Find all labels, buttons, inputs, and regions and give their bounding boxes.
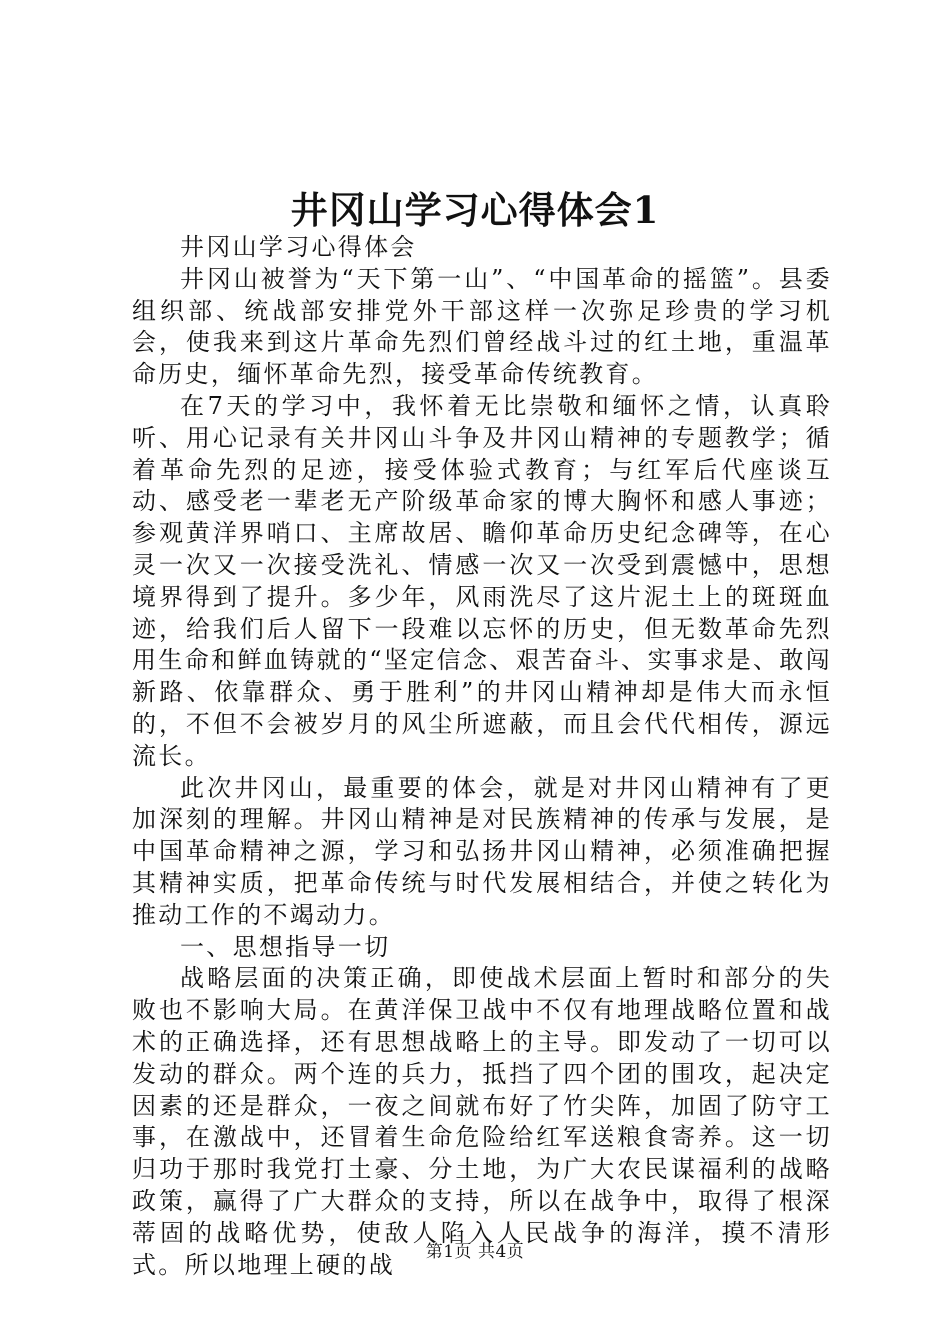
document-title: 井冈山学习心得体会1 [290, 188, 660, 232]
paragraph: 此次井冈山，最重要的体会，就是对井冈山精神有了更加深刻的理解。井冈山精神是对民族精神的传承与发展，是中国革命精神之源，学习和弘扬井冈山精神，必须准确把握其精神实质，把革命传统与时代发展相结合，并使之转化为推动工作的不竭动力。 [132, 773, 832, 929]
paragraph: 战略层面的决策正确，即使战术层面上暂时和部分的失败也不影响大局。在黄洋保卫战中不仅有地理战略位置和战术的正确选择，还有思想战略上的主导。即发动了一切可以发动的群众。两个连的兵力，抵挡了四个团的围攻，起决定因素的还是群众，一夜之间就布好了竹尖阵，加固了防守工事，在激战中，还冒着生命危险给红军送粮食寄养。这一切归功于那时我党打土豪、分土地，为广大农民谋福利的战略政策，赢得了广大群众的支持，所以在战争中，取得了根深蒂固的战略优势，使敌人陷入人民战争的海洋，摸不清形式。所以地理上硬的战 [132, 964, 832, 1279]
page-footer: 第1页 共4页 [425, 1242, 525, 1262]
section-heading: 一、思想指导一切 [180, 932, 391, 961]
document-body [132, 232, 832, 1281]
paragraph: 井冈山被誉为“天下第一山”、“中国革命的摇篮”。县委组织部、统战部安排党外干部这样一次弥足珍贵的学习机会，使我来到这片革命先烈们曾经战斗过的红土地，重温革命历史，缅怀革命先烈，接受革命传统教育。 [132, 264, 832, 389]
paragraph-heading: 井冈山学习心得体会 [180, 233, 417, 261]
paragraph: 在7天的学习中，我怀着无比崇敬和缅怀之情，认真聆听、用心记录有关井冈山斗争及井冈山精神的专题教学；循着革命先烈的足迹，接受体验式教育；与红军后代座谈互动、感受老一辈老无产阶级革命家的博大胸怀和感人事迹；参观黄洋界哨口、主席故居、瞻仰革命历史纪念碑等，在心灵一次又一次接受洗礼、情感一次又一次受到震憾中，思想境界得到了提升。多少年，风雨洗尽了这片泥土上的斑斑血迹，给我们后人留下一段难以忘怀的历史，但无数革命先烈用生命和鲜血铸就的“坚定信念、艰苦奋斗、实事求是、敢闯新路、依靠群众、勇于胜利”的井冈山精神却是伟大而永恒的，不但不会被岁月的风尘所遮蔽，而且会代代相传，源远流长。 [132, 391, 832, 770]
